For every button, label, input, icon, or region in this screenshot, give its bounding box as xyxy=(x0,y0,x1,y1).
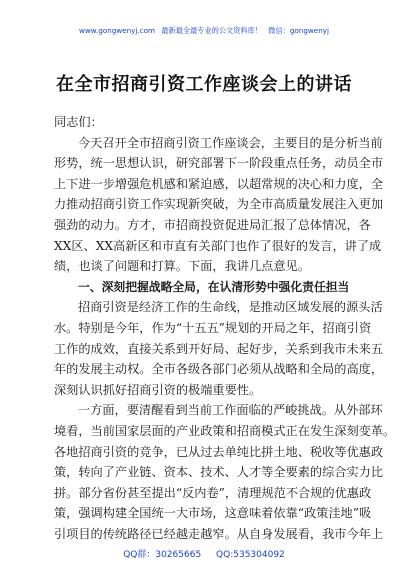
paragraph-line: 深刻认识抓好招商引资的极端重要性。 xyxy=(54,382,262,397)
wechat-id: 微信：gongwenyj xyxy=(268,26,330,35)
paragraph-line: 引项目的传统路径已经越走越窄。从自身发展看，我市今年上 xyxy=(54,526,384,541)
paragraph-line: 各地招商引资的竞争，已从过去单纯比拼土地、税收等优惠政 xyxy=(54,444,384,459)
salutation: 同志们： xyxy=(54,115,103,129)
site-footer xyxy=(0,547,408,560)
document-title: 在全市招商引资工作座谈会上的讲话 xyxy=(56,74,352,95)
paragraph-line: 境看，当前国家层面的产业政策和招商模式正在发生深刻变革。 xyxy=(54,423,396,438)
paragraph-line: 上下进一步增强危机感和紧迫感，以超常规的决心和力度，全 xyxy=(54,176,384,191)
qq-group: QQ群：30265665 xyxy=(123,550,202,560)
paragraph-line: XX区、XX高新区和市直有关部门也作了很好的发言，讲了成 xyxy=(54,238,382,253)
paragraph-line: 策，转向了产业链、资本、技术、人才等全要素的综合实力比 xyxy=(54,465,384,480)
paragraph-line: 水。特别是今年，作为“十五五”规划的开局之年，招商引资 xyxy=(54,320,372,335)
paragraph-line: 一方面，要清醒看到当前工作面临的严峻挑战。从外部环 xyxy=(78,403,383,418)
paragraph-line: 招商引资是经济工作的生命线，是推动区域发展的源头活 xyxy=(78,300,383,315)
site-header xyxy=(0,26,408,36)
site-url[interactable]: www.gongwenyj.com xyxy=(78,26,156,35)
paragraph-line: 工作的成效，直接关系到开好局、起好步，关系到我市未来五 xyxy=(54,341,384,356)
document-body xyxy=(54,112,396,544)
paragraph-line: 策，强调构建全国统一大市场，这意味着依靠“政策洼地”吸 xyxy=(54,506,372,521)
paragraph-line: 绩，也谈了问题和打算。下面，我讲几点意见。 xyxy=(54,259,310,274)
paragraph-line: 形势，统一思想认识，研究部署下一阶段重点任务，动员全市 xyxy=(54,156,384,171)
paragraph-line: 拼。部分省份甚至提出“反内卷”，清理规范不合规的优惠政 xyxy=(54,485,372,500)
paragraph-line: 强劲的动力。方才，市招商投资促进局汇报了总体情况，各 xyxy=(54,217,371,232)
qq-contact: QQ:535304092 xyxy=(216,550,285,560)
paragraph-line: 力推动招商引资工作实现新突破，为全市高质量发展注入更加 xyxy=(54,197,384,212)
section-heading: 一、深刻把握战略全局，在认清形势中强化责任担当 xyxy=(78,279,350,294)
paragraph-line: 年的发展主动权。全市各级各部门必须从战略和全局的高度， xyxy=(54,362,384,377)
site-slogan: 最新最全最专业的公文资料库！ xyxy=(161,26,262,35)
paragraph-line: 今天召开全市招商引资工作座谈会，主要目的是分析当前 xyxy=(78,135,383,150)
